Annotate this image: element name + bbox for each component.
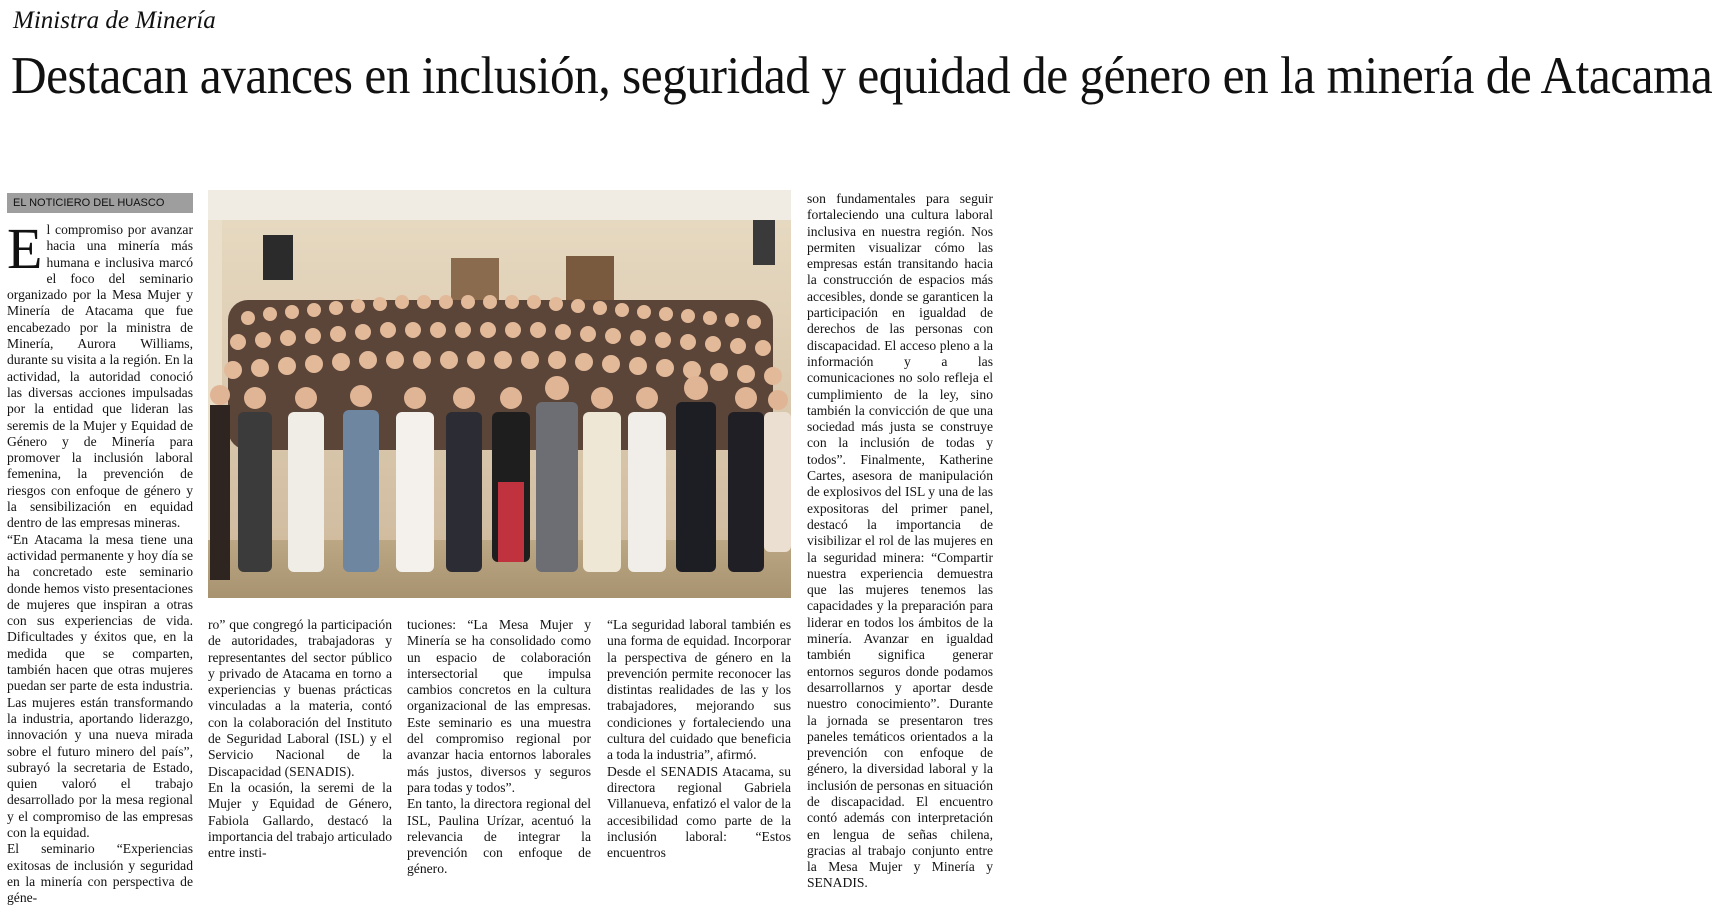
column-4 bbox=[607, 617, 791, 861]
paragraph bbox=[7, 216, 193, 532]
group-photo bbox=[208, 190, 791, 598]
column-1 bbox=[7, 216, 193, 906]
column-2 bbox=[208, 617, 392, 861]
paragraph: En la ocasión, la seremi de la Mujer y Equidad de Género, Fabiola Gallardo, destacó la importancia del trabajo articulado entre insti- bbox=[208, 779, 392, 861]
paragraph: En tanto, la directora regional del ISL, Paulina Urízar, acentuó la relevancia de integrar la prevención con enfoque de género. bbox=[407, 796, 591, 877]
paragraph: ro” que congregó la participación de autoridades, trabajadoras y representantes del sector público y privado de Atacama en torno a experiencias y buenas prácticas vinculadas a la materia, contó con la colaboración del Instituto de Seguridad Laboral (ISL) y el Servicio Nacional de la Discapacidad (SENADIS). bbox=[208, 617, 392, 779]
paragraph: Desde el SENADIS Atacama, su directora regional Gabriela Villanueva, enfatizó el valor de la accesibilidad como parte de la inclusión laboral: “Estos encuentros bbox=[607, 763, 791, 861]
paragraph: El seminario “Experiencias exitosas de inclusión y seguridad en la minería con perspectiva de géne- bbox=[7, 841, 193, 906]
headline bbox=[11, 44, 1712, 108]
drop-cap: E bbox=[7, 216, 43, 281]
column-5 bbox=[807, 191, 993, 892]
paragraph: “En Atacama la mesa tiene una actividad permanente y hoy día se ha concretado este seminario donde hemos visto presentaciones de mujeres que inspiran a otras con sus experiencias de vida. Dificultades y éxitos que, en la medida que se comparten, también hacen que otras mujeres puedan ser parte de esta industria. Las mujeres están transformando la industria, aportando liderazgo, innovación y una nueva mirada sobre el futuro minero del país”, subrayó la secretaria de Estado, quien valoró el trabajo desarrollado por la mesa regional y el compromiso de las empresas con la equidad. bbox=[7, 531, 193, 840]
paragraph: “La seguridad laboral también es una forma de equidad. Incorporar la perspectiva de género en la prevención permite reconocer las distintas realidades de las y los trabajadores, mejorando sus condiciones y fortaleciendo una cultura del cuidado que beneficia a toda la industria”, afirmó. bbox=[607, 617, 791, 763]
group-photo-image bbox=[208, 190, 791, 598]
paragraph: son fundamentales para seguir fortaleciendo una cultura laboral inclusiva en nuestra región. Nos permiten visualizar cómo las empresas están transitando hacia la construcción de espacios más accesibles, donde se garanticen la participación en igualdad de derechos de las personas con discapacidad. El acceso pleno a la información y a las comunicaciones no solo refleja el cumplimiento de la ley, sino también la convicción de que una sociedad más justa se construye con la inclusión de todas y todos”. Finalmente, Katherine Cartes, asesora de manipulación de explosivos del ISL y una de las expositoras del primer panel, destacó la importancia de visibilizar el rol de las mujeres en la seguridad minera: “Compartir nuestra experiencia demuestra que las mujeres tenemos las capacidades y la preparación para liderar en todos los ámbitos de la minería. Avanzar en igualdad también significa generar entornos seguros donde podamos desarrollarnos y aportar desde nuestro conocimiento”. Durante la jornada se presentaron tres paneles temáticos orientados a la prevención con enfoque de género, la diversidad laboral y la inclusión de personas en situación de discapacidad. El encuentro contó además con interpretación en lengua de señas chilena, gracias al trabajo conjunto entre la Mesa Mujer y Minería y SENADIS. bbox=[807, 191, 993, 891]
paragraph: tuciones: “La Mesa Mujer y Minería se ha consolidado como un espacio de colaboración intersectorial que impulsa cambios concretos en la cultura organizacional de las empresas. Este seminario es una muestra del compromiso regional por avanzar hacia entornos laborales más justos, diversos y seguros para todas y todos”. bbox=[407, 617, 591, 795]
kicker: Ministra de Minería bbox=[13, 7, 216, 34]
source-label: EL NOTICIERO DEL HUASCO bbox=[7, 193, 193, 213]
paragraph-text: l compromiso por avanzar hacia una minería más humana e inclusiva marcó el foco del seminario organizado por la Mesa Mujer y Minería de Atacama que fue encabezado por la ministra de Minería, Aurora Williams, durante su visita a la región. En la actividad, la autoridad conoció las diversas acciones impulsadas por la entidad que lideran las seremis de la Mujer y Equidad de Género y de Minería para promover la inclusión laboral femenina, la prevención de riesgos con enfoque de género y la sensibilización en equidad dentro de las empresas mineras. bbox=[7, 222, 193, 531]
headline-text: Destacan avances en inclusión, seguridad y equidad de género en la minería de Atacama bbox=[11, 47, 1712, 105]
column-3 bbox=[407, 617, 591, 878]
